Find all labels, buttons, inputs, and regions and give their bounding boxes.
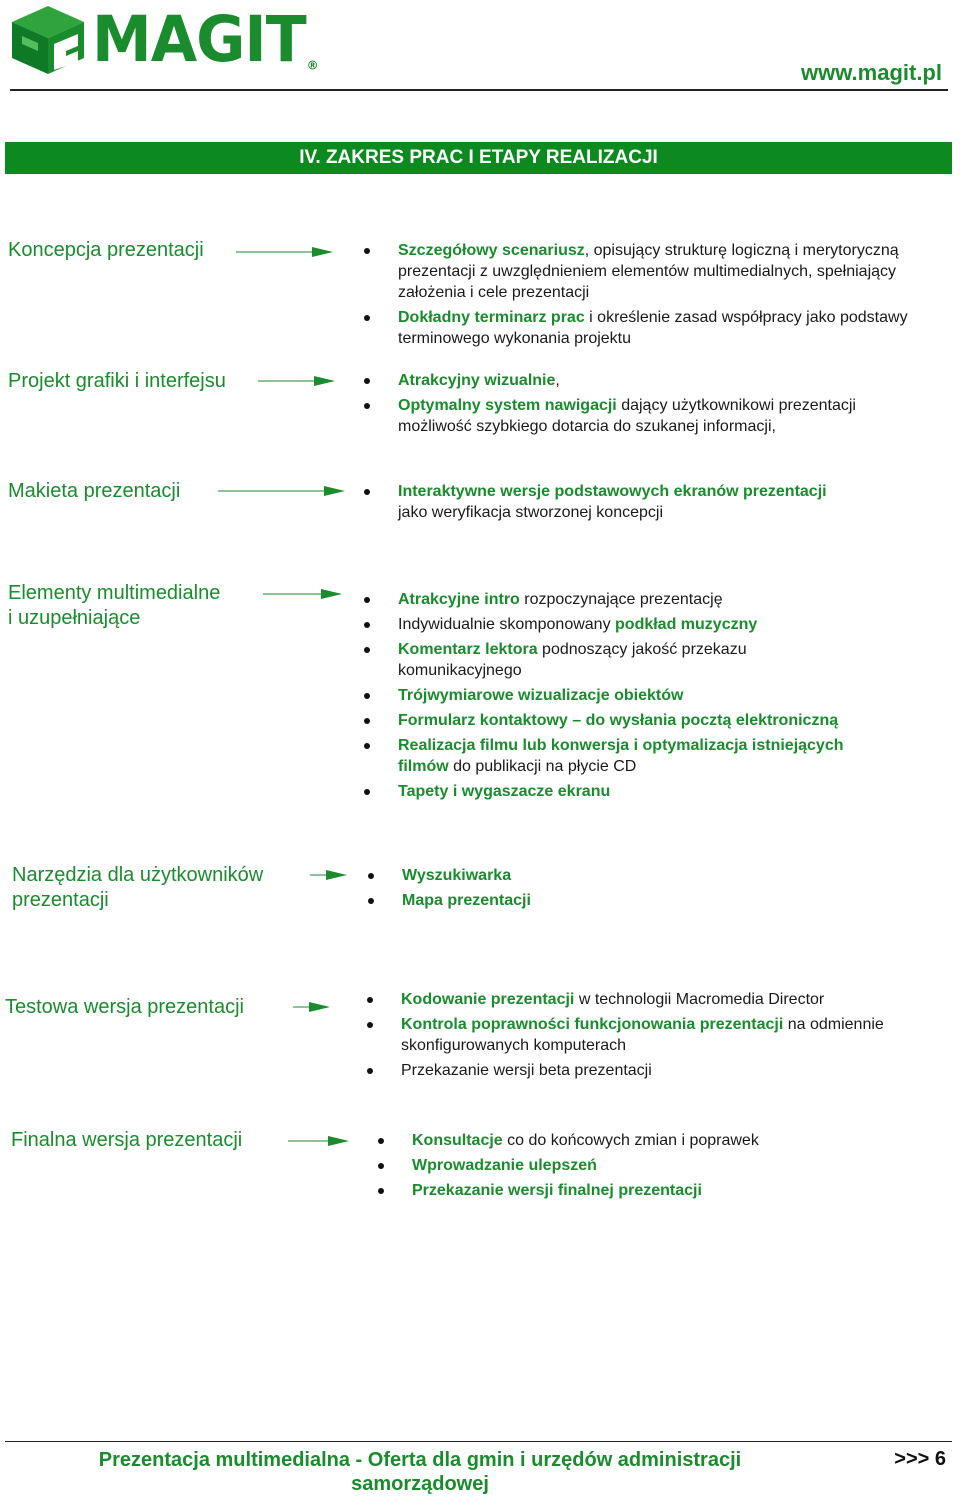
bullet-text: w technologii Macromedia Director (574, 991, 825, 1008)
bullet-item (390, 781, 850, 802)
stage-label: Makieta prezentacji (8, 480, 181, 502)
magit-logo (10, 2, 318, 78)
arrow-right-icon (263, 588, 343, 600)
bullet-highlight: Konsultacje (412, 1132, 503, 1149)
bullet-highlight: Wyszukiwarka (402, 867, 512, 884)
bullet-highlight: Kodowanie prezentacji (401, 991, 575, 1008)
bullet-item (394, 890, 854, 911)
bullet-highlight: Formularz kontaktowy – do wysłania pocztą elektroniczną (398, 712, 839, 729)
bullet-item (390, 370, 925, 391)
cube-logo-icon (10, 4, 86, 76)
bullet-item (404, 1180, 924, 1201)
stage-bullet-list (404, 1130, 924, 1205)
arrow-right-icon (258, 375, 336, 387)
bullet-item (404, 1155, 924, 1176)
bullet-item (393, 1060, 923, 1081)
bullet-highlight: Szczegółowy scenariusz (398, 242, 585, 259)
arrow-right-icon (218, 485, 346, 497)
bullet-highlight: Kontrola poprawności funkcjonowania prezentacji (401, 1016, 784, 1033)
bullet-item (390, 589, 850, 610)
bullet-text: do publikacji na płycie CD (448, 758, 637, 775)
bullet-text: Indywidualnie skomponowany (398, 616, 616, 633)
bullet-text: rozpoczynające prezentację (519, 591, 723, 608)
bullet-text: i określenie zasad współpracy jako podstawy terminowego wykonania projektu (398, 309, 908, 347)
bullet-highlight: Trójwymiarowe wizualizacje obiektów (398, 687, 684, 704)
logo-wordmark: MAGIT® (92, 3, 318, 77)
stage-bullet-list (394, 865, 854, 915)
bullet-text: co do końcowych zmian i poprawek (502, 1132, 759, 1149)
stage-label: Narzędzia dla użytkowników prezentacji (12, 864, 264, 911)
header-divider (10, 89, 948, 91)
stage-label: Elementy multimedialne i uzupełniające (8, 582, 221, 629)
bullet-highlight: Atrakcyjne intro (398, 591, 520, 608)
bullet-item (390, 307, 925, 349)
stage-bullet-list (390, 240, 925, 353)
arrow-right-icon (288, 1135, 350, 1147)
bullet-highlight: Atrakcyjny wizualnie (398, 372, 556, 389)
bullet-text: dający użytkownikowi prezentacji możliwość szybkiego dotarcia do szukanej informacji, (398, 397, 856, 435)
bullet-highlight: Przekazanie wersji finalnej prezentacji (412, 1182, 702, 1199)
bullet-text: , opisujący strukturę logiczną i merytoryczną prezentacji z uwzględnieniem elementów multimedialnych, spełniający założenia i cele prezentacji (398, 242, 899, 301)
bullet-highlight: Realizacja filmu lub konwersja i optymalizacja istniejących filmów (398, 737, 844, 775)
bullet-text: jako weryfikacja stworzonej koncepcji (398, 504, 663, 521)
bullet-highlight: Optymalny system nawigacji (398, 397, 617, 414)
bullet-highlight: Komentarz lektora (398, 641, 538, 658)
page-number: >>> 6 (894, 1448, 946, 1470)
bullet-item (394, 865, 854, 886)
bullet-item (390, 481, 860, 523)
stage-label: Koncepcja prezentacji (8, 239, 204, 261)
stage-label: Testowa wersja prezentacji (5, 996, 244, 1018)
section-title: IV. ZAKRES PRAC I ETAPY REALIZACJI (5, 142, 952, 174)
stage-bullet-list (390, 589, 850, 806)
bullet-highlight: Interaktywne wersje podstawowych ekranów prezentacji (398, 483, 827, 500)
bullet-item (390, 639, 850, 681)
stage-label: Finalna wersja prezentacji (11, 1129, 243, 1151)
bullet-highlight: Wprowadzanie ulepszeń (412, 1157, 597, 1174)
bullet-item (390, 395, 925, 437)
bullet-highlight: Tapety i wygaszacze ekranu (398, 783, 611, 800)
arrow-right-icon (236, 246, 334, 258)
bullet-highlight: Dokładny terminarz prac (398, 309, 585, 326)
arrow-right-icon (293, 1001, 331, 1013)
bullet-item (393, 989, 923, 1010)
bullet-item (390, 710, 850, 731)
stage-bullet-list (390, 481, 860, 527)
bullet-item (390, 735, 850, 777)
bullet-item (390, 685, 850, 706)
bullet-item (390, 614, 850, 635)
bullet-text: podnoszący jakość przekazu komunikacyjnego (398, 641, 747, 679)
footer-divider (5, 1441, 952, 1442)
bullet-item (404, 1130, 924, 1151)
arrow-right-icon (310, 869, 348, 881)
bullet-item (390, 240, 925, 303)
bullet-highlight: podkład muzyczny (615, 616, 758, 633)
stage-label: Projekt grafiki i interfejsu (8, 370, 226, 392)
bullet-text: Przekazanie wersji beta prezentacji (401, 1062, 652, 1079)
bullet-text: , (555, 372, 560, 389)
bullet-item (393, 1014, 923, 1056)
bullet-highlight: Mapa prezentacji (402, 892, 531, 909)
stage-bullet-list (393, 989, 923, 1085)
stage-bullet-list (390, 370, 925, 441)
footer-title: Prezentacja multimedialna - Oferta dla gmin i urzędów administracji samorządowej (98, 1449, 742, 1495)
bullet-text: na odmiennie skonfigurowanych komputerach (401, 1016, 884, 1054)
website-url[interactable]: www.magit.pl (801, 60, 942, 85)
